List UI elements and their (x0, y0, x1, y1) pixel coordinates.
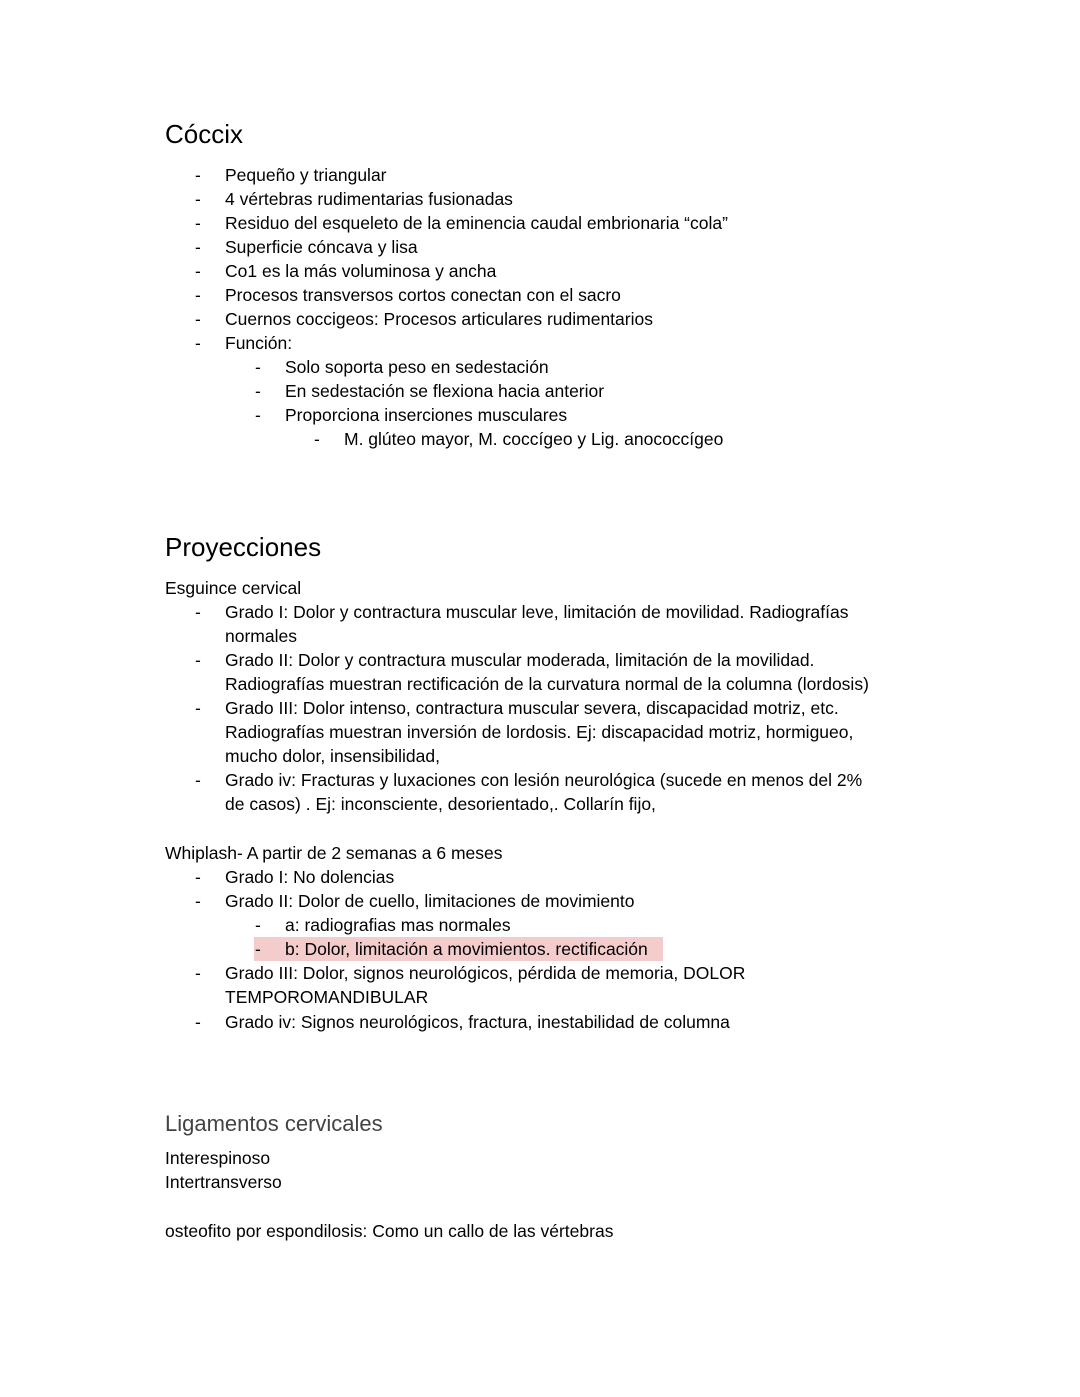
bullet-dash: - (195, 650, 201, 670)
bullet-dash: - (195, 891, 201, 911)
list-item-text: Grado III: Dolor intenso, contractura muscular severa, discapacidad motriz, etc. (225, 698, 839, 718)
list-item-text: Superficie cóncava y lisa (225, 237, 418, 257)
list-item-text: Grado II: Dolor de cuello, limitaciones de movimiento (225, 891, 635, 911)
list-item-text: Radiografías muestran rectificación de la curvatura normal de la columna (lordosis) (225, 674, 869, 694)
bullet-dash: - (195, 867, 201, 887)
list-item-text: Proporciona inserciones musculares (285, 405, 568, 425)
list-item-text: Grado III: Dolor, signos neurológicos, pérdida de memoria, DOLOR (225, 963, 746, 983)
bullet-dash: - (195, 165, 201, 185)
bullet-dash: - (255, 915, 261, 935)
heading-ligamentos: Ligamentos cervicales (165, 1111, 383, 1136)
bullet-dash: - (195, 963, 201, 983)
list-item-text: Grado II: Dolor y contractura muscular moderada, limitación de la movilidad. (225, 650, 815, 670)
list-item-text: normales (225, 626, 297, 646)
list-item-text: Cuernos coccigeos: Procesos articulares rudimentarios (225, 309, 653, 329)
list-item-text: b: Dolor, limitación a movimientos. rectificación (285, 939, 648, 959)
whiplash-label: Whiplash- A partir de 2 semanas a 6 meses (165, 843, 503, 863)
list-item-text: a: radiografias mas normales (285, 915, 511, 935)
heading-proyecciones: Proyecciones (165, 532, 322, 562)
osteofito-note: osteofito por espondilosis: Como un callo de las vértebras (165, 1221, 614, 1241)
list-item-text: Solo soporta peso en sedestación (285, 357, 549, 377)
list-item-text: Residuo del esqueleto de la eminencia caudal embrionaria “cola” (225, 213, 728, 233)
bullet-dash: - (195, 698, 201, 718)
list-item-text: Procesos transversos cortos conectan con el sacro (225, 285, 621, 305)
list-item-text: Radiografías muestran inversión de lordosis. Ej: discapacidad motriz, hormigueo, (225, 722, 854, 742)
list-item-text: En sedestación se flexiona hacia anterior (285, 381, 605, 401)
esguince-label: Esguince cervical (165, 578, 302, 598)
list-item-text: Co1 es la más voluminosa y ancha (225, 261, 497, 281)
bullet-dash: - (195, 770, 201, 790)
list-item-text: Función: (225, 333, 293, 353)
bullet-dash: - (195, 333, 201, 353)
list-item-text: M. glúteo mayor, M. coccígeo y Lig. anococcígeo (344, 429, 724, 449)
heading-coccix: Cóccix (165, 119, 244, 149)
bullet-dash: - (255, 939, 261, 959)
bullet-dash: - (195, 213, 201, 233)
bullet-dash: - (255, 357, 261, 377)
bullet-dash: - (255, 405, 261, 425)
list-item-text: Pequeño y triangular (225, 165, 387, 185)
list-item-text: mucho dolor, insensibilidad, (225, 746, 440, 766)
bullet-dash: - (195, 261, 201, 281)
list-item-text: Grado iv: Fracturas y luxaciones con lesión neurológica (sucede en menos del 2% (225, 770, 863, 790)
ligamento-item: Intertransverso (165, 1172, 282, 1192)
bullet-dash: - (195, 602, 201, 622)
bullet-dash: - (314, 429, 320, 449)
list-item-text: Grado I: Dolor y contractura muscular leve, limitación de movilidad. Radiografías (225, 602, 849, 622)
list-item-text: 4 vértebras rudimentarias fusionadas (225, 189, 513, 209)
list-item-text: de casos) . Ej: inconsciente, desorientado,. Collarín fijo, (225, 794, 656, 814)
ligamento-item: Interespinoso (165, 1148, 271, 1168)
list-item-text: TEMPOROMANDIBULAR (225, 987, 429, 1007)
bullet-dash: - (195, 309, 201, 329)
bullet-dash: - (195, 1012, 201, 1032)
bullet-dash: - (255, 381, 261, 401)
list-item-text: Grado iv: Signos neurológicos, fractura, inestabilidad de columna (225, 1012, 730, 1032)
bullet-dash: - (195, 285, 201, 305)
bullet-dash: - (195, 189, 201, 209)
list-item-text: Grado I: No dolencias (225, 867, 395, 887)
bullet-dash: - (195, 237, 201, 257)
